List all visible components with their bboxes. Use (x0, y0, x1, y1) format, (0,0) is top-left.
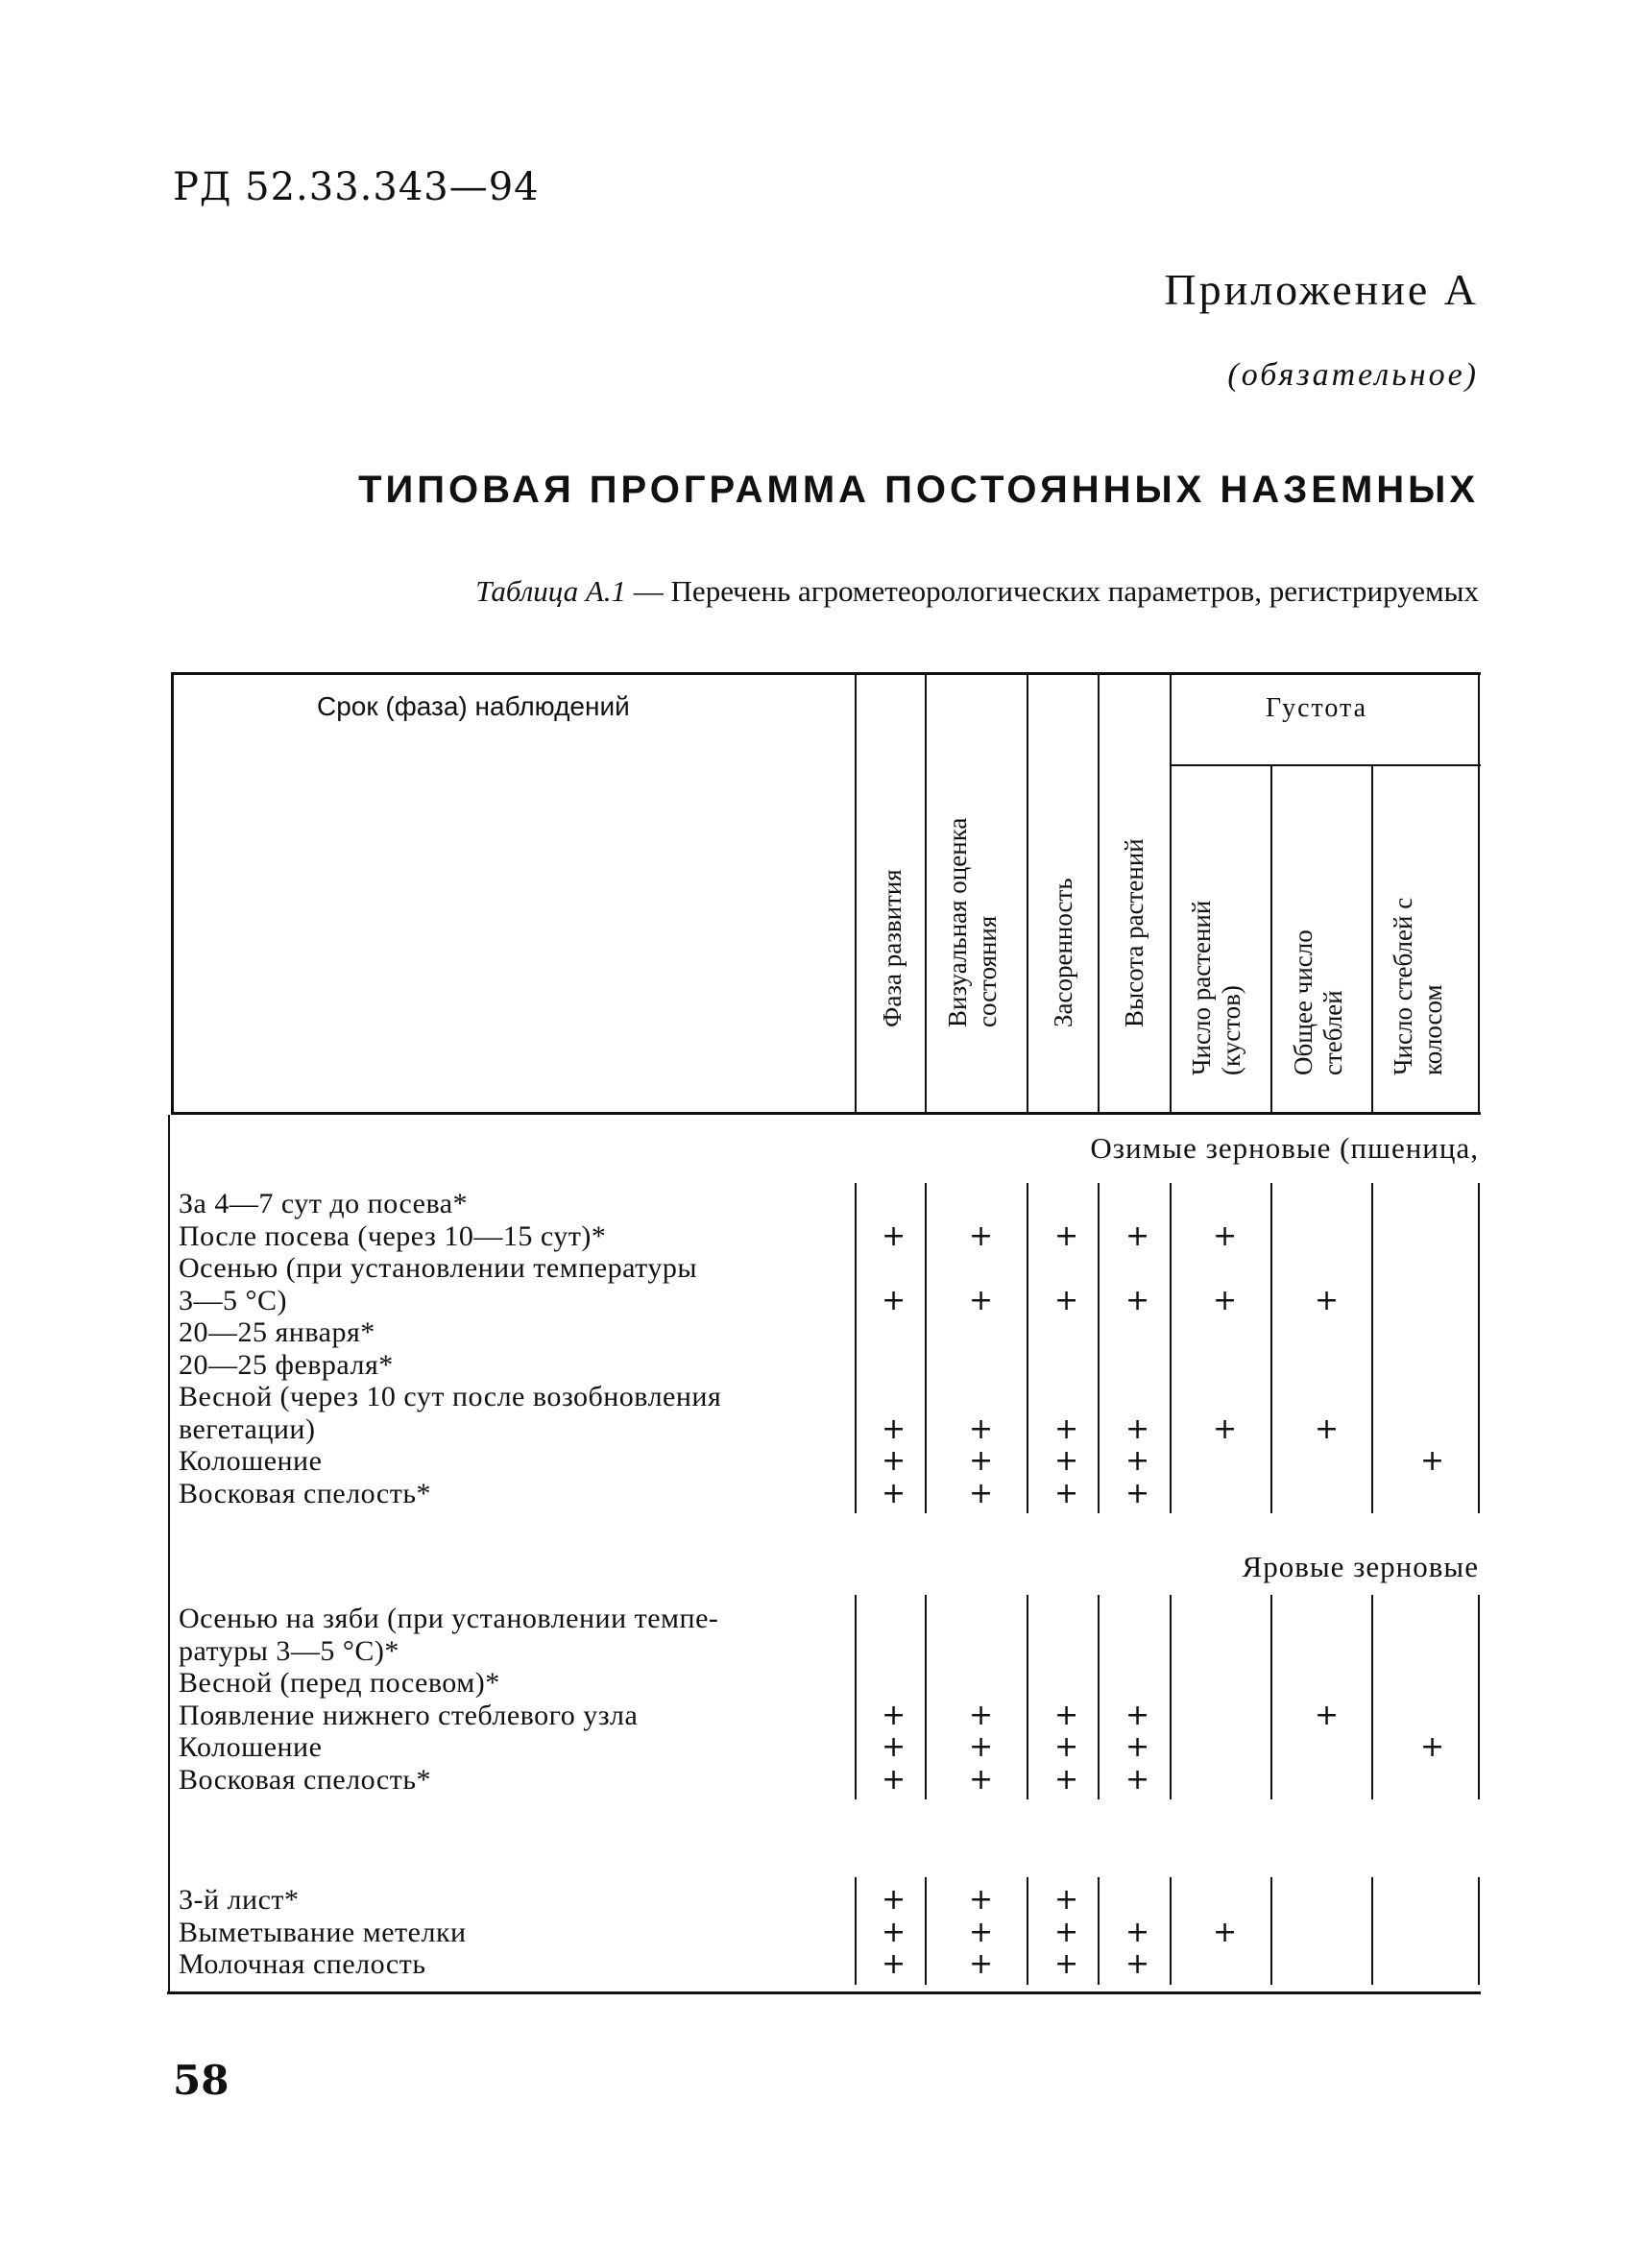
table-cell-mark: + (969, 1411, 994, 1446)
col-header-development-phase: Фаза развития (878, 869, 907, 1027)
header-divider (855, 672, 857, 1114)
header-divider (1098, 672, 1100, 1114)
table-cell-mark: + (1213, 1411, 1238, 1446)
table-caption-label: Таблица А.1 (475, 574, 627, 608)
table-cell-mark: + (1315, 1283, 1340, 1317)
column-divider (1170, 1183, 1172, 1513)
column-divider (1270, 1877, 1272, 1985)
table-cell-mark: + (882, 1476, 907, 1510)
column-divider (925, 1877, 927, 1985)
program-title: ТИПОВАЯ ПРОГРАММА ПОСТОЯННЫХ НАЗЕМНЫХ (358, 469, 1479, 511)
table-row-label: Колошение (179, 1731, 323, 1763)
section-title: Озимые зерновые (пшеница, (1090, 1131, 1479, 1165)
appendix-status: (обязательное) (1227, 357, 1479, 393)
table-cell-mark: + (969, 1444, 994, 1478)
table-row-label: вегетации) (179, 1412, 316, 1445)
table-cell-mark: + (1125, 1444, 1150, 1478)
table-cell-mark: + (1054, 1476, 1079, 1510)
header-divider (925, 672, 927, 1114)
column-divider (1371, 1877, 1373, 1985)
table-row-label: Восковая спелость* (179, 1477, 432, 1509)
table-cell-mark: + (969, 1698, 994, 1732)
table-cell-mark: + (1054, 1283, 1079, 1317)
table-row-label: Появление нижнего стеблевого узла (179, 1699, 639, 1731)
table-row-label: Весной (перед посевом)* (179, 1667, 500, 1699)
table-cell-mark: + (1054, 1218, 1079, 1253)
table-cell-mark: + (1125, 1947, 1150, 1981)
table-cell-mark: + (1054, 1411, 1079, 1446)
table-cell-mark: + (1125, 1283, 1150, 1317)
table-row-label: Выметывание метелки (179, 1916, 467, 1948)
table-cell-mark: + (1315, 1698, 1340, 1732)
table-row-label: Осенью (при установлении температуры (179, 1252, 697, 1284)
table-bottom-rule (167, 1991, 1481, 1994)
table-row-label: За 4—7 сут до посева* (179, 1188, 469, 1219)
table-caption-text: — Перечень агрометеорологических параметров, регистрируемых (626, 574, 1479, 608)
table-cell-mark: + (882, 1411, 907, 1446)
column-divider (855, 1183, 857, 1513)
table-cell-mark: + (1213, 1915, 1238, 1949)
column-divider (1270, 1595, 1272, 1799)
column-divider (1098, 1183, 1100, 1513)
header-divider (1027, 672, 1028, 1114)
table-cell-mark: + (1054, 1947, 1079, 1981)
col-header-term: Срок (фаза) наблюдений (317, 691, 630, 721)
table-row-label: Восковая спелость* (179, 1763, 432, 1796)
table-cell-mark: + (882, 1730, 907, 1764)
table-cell-mark: + (882, 1762, 907, 1797)
table-cell-mark: + (1054, 1698, 1079, 1732)
col-header-visual-assessment: Визуальная оценка состояния (943, 817, 1002, 1027)
table-row-label: Осенью на зяби (при установлении темпе- (179, 1603, 719, 1634)
section-title: Яровые зерновые (1242, 1550, 1479, 1583)
document-code: РД 52.33.343—94 (173, 165, 540, 209)
table-row-label: 20—25 января* (179, 1316, 375, 1348)
header-divider (1170, 672, 1172, 1114)
table-cell-mark: + (1125, 1915, 1150, 1949)
table-row-label: 20—25 февраля* (179, 1348, 394, 1381)
table-cell-mark: + (969, 1947, 994, 1981)
table-cell-mark: + (969, 1476, 994, 1510)
table-cell-mark: + (1054, 1444, 1079, 1478)
table-row-label: После посева (через 10—15 сут)* (179, 1219, 607, 1252)
table-row-label: 3-й лист* (179, 1884, 300, 1916)
table-cell-mark: + (969, 1915, 994, 1949)
column-divider (1098, 1877, 1100, 1985)
column-divider (1027, 1595, 1028, 1799)
table-cell-mark: + (882, 1947, 907, 1981)
table-row-label: Колошение (179, 1445, 323, 1477)
col-header-plant-height: Высота растений (1120, 838, 1148, 1027)
header-divider (1270, 764, 1272, 1114)
col-header-plant-count: Число растений (кустов) (1187, 900, 1245, 1075)
table-row-label: Весной (через 10 сут после возобновления (179, 1381, 722, 1412)
header-divider (1371, 764, 1373, 1114)
col-header-eared-stems: Число стеблей с колосом (1389, 897, 1447, 1075)
table-left-rule (171, 672, 174, 1115)
table-cell-mark: + (969, 1762, 994, 1797)
page-number: 58 (173, 2057, 230, 2104)
table-cell-mark: + (1054, 1730, 1079, 1764)
table-cell-mark: + (1315, 1411, 1340, 1446)
col-group-header-density: Густота (1266, 693, 1368, 723)
table-cell-mark: + (969, 1883, 994, 1917)
table-cell-mark: + (1125, 1476, 1150, 1510)
table-left-rule-lower (168, 1115, 170, 1994)
header-divider (1478, 672, 1480, 1114)
table-cell-mark: + (1125, 1218, 1150, 1253)
table-cell-mark: + (1125, 1730, 1150, 1764)
column-divider (1170, 1595, 1172, 1799)
column-divider (1478, 1595, 1480, 1799)
column-divider (1270, 1183, 1272, 1513)
column-divider (1098, 1595, 1100, 1799)
column-divider (1371, 1595, 1373, 1799)
table-cell-mark: + (1054, 1883, 1079, 1917)
table-cell-mark: + (969, 1283, 994, 1317)
column-divider (925, 1595, 927, 1799)
table-cell-mark: + (1420, 1444, 1445, 1478)
column-divider (1478, 1877, 1480, 1985)
column-divider (1027, 1183, 1028, 1513)
appendix-title: Приложение А (1164, 265, 1479, 314)
header-bottom-rule (171, 1112, 1481, 1115)
table-row-label: 3—5 °С) (179, 1284, 287, 1316)
table-cell-mark: + (882, 1915, 907, 1949)
table-cell-mark: + (882, 1218, 907, 1253)
table-cell-mark: + (1213, 1283, 1238, 1317)
column-divider (855, 1595, 857, 1799)
table-cell-mark: + (1420, 1730, 1445, 1764)
table-cell-mark: + (882, 1444, 907, 1478)
table-cell-mark: + (882, 1883, 907, 1917)
col-header-weed-infestation: Засоренность (1049, 878, 1077, 1027)
column-divider (925, 1183, 927, 1513)
table-caption (475, 574, 1479, 609)
table-top-rule (171, 672, 1481, 675)
table-cell-mark: + (882, 1283, 907, 1317)
column-divider (855, 1877, 857, 1985)
table-cell-mark: + (1213, 1218, 1238, 1253)
table-cell-mark: + (1125, 1762, 1150, 1797)
column-divider (1170, 1877, 1172, 1985)
col-header-total-stems: Общее число стеблей (1289, 929, 1347, 1075)
table-cell-mark: + (969, 1730, 994, 1764)
table-cell-mark: + (882, 1698, 907, 1732)
table-cell-mark: + (969, 1218, 994, 1253)
table-cell-mark: + (1054, 1915, 1079, 1949)
table-row-label: Молочная спелость (179, 1948, 426, 1980)
table-row-label: ратуры 3—5 °С)* (179, 1634, 399, 1667)
group-header-rule (1170, 764, 1481, 766)
table-cell-mark: + (1054, 1762, 1079, 1797)
table-cell-mark: + (1125, 1411, 1150, 1446)
column-divider (1478, 1183, 1480, 1513)
table-cell-mark: + (1125, 1698, 1150, 1732)
column-divider (1027, 1877, 1028, 1985)
column-divider (1371, 1183, 1373, 1513)
